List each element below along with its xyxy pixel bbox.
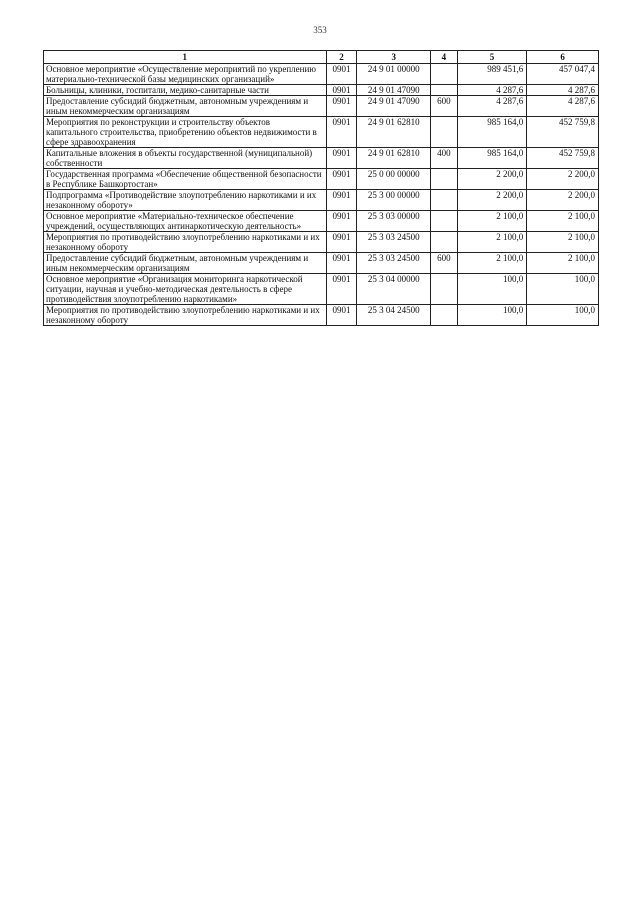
- row-name-cell: Подпрограмма «Противодействие злоупотреблению наркотиками и их незаконному обороту»: [44, 190, 327, 211]
- row-expense-type-cell: [431, 169, 458, 190]
- row-section-cell: 0901: [326, 96, 357, 117]
- row-target-code-cell: 24 9 01 62810: [357, 117, 431, 148]
- row-amount-1-cell: 989 451,6: [457, 64, 527, 85]
- row-amount-1-cell: 985 164,0: [457, 148, 527, 169]
- table-row: [44, 64, 599, 85]
- row-expense-type-cell: [431, 211, 458, 232]
- row-amount-2-cell: 452 759,8: [527, 148, 599, 169]
- row-expense-type-cell: [431, 274, 458, 305]
- row-amount-1-cell: 100,0: [457, 274, 527, 305]
- row-amount-1-cell: 2 200,0: [457, 169, 527, 190]
- row-section-cell: 0901: [326, 64, 357, 85]
- row-target-code-cell: 25 3 03 24500: [357, 232, 431, 253]
- row-target-code-cell: 24 9 01 00000: [357, 64, 431, 85]
- row-expense-type-cell: [431, 305, 458, 326]
- row-amount-2-cell: 2 100,0: [527, 232, 599, 253]
- table-row: [44, 85, 599, 96]
- row-amount-1-cell: 2 200,0: [457, 190, 527, 211]
- row-amount-1-cell: 985 164,0: [457, 117, 527, 148]
- row-expense-type-cell: 600: [431, 96, 458, 117]
- row-section-cell: 0901: [326, 117, 357, 148]
- row-target-code-cell: 24 9 01 47090: [357, 96, 431, 117]
- table-row: [44, 190, 599, 211]
- row-amount-1-cell: 2 100,0: [457, 253, 527, 274]
- header-col-4: 4: [431, 51, 458, 64]
- row-amount-2-cell: 100,0: [527, 305, 599, 326]
- row-section-cell: 0901: [326, 211, 357, 232]
- row-target-code-cell: 24 9 01 62810: [357, 148, 431, 169]
- row-amount-2-cell: 2 200,0: [527, 190, 599, 211]
- row-name-cell: Государственная программа «Обеспечение общественной безопасности в Республике Башкортостан»: [44, 169, 327, 190]
- row-name-cell: Основное мероприятие «Осуществление мероприятий по укреплению материально-технической базы медицинских организаций»: [44, 64, 327, 85]
- row-amount-1-cell: 4 287,6: [457, 96, 527, 117]
- row-name-cell: Больницы, клиники, госпитали, медико-санитарные части: [44, 85, 327, 96]
- row-section-cell: 0901: [326, 190, 357, 211]
- header-col-6: 6: [527, 51, 599, 64]
- row-expense-type-cell: [431, 64, 458, 85]
- table-body: [44, 64, 599, 326]
- table-row: [44, 169, 599, 190]
- header-col-1: 1: [44, 51, 327, 64]
- row-amount-1-cell: 100,0: [457, 305, 527, 326]
- table-row: [44, 211, 599, 232]
- row-expense-type-cell: 400: [431, 148, 458, 169]
- row-amount-1-cell: 2 100,0: [457, 211, 527, 232]
- row-amount-1-cell: 4 287,6: [457, 85, 527, 96]
- row-target-code-cell: 25 3 03 24500: [357, 253, 431, 274]
- row-target-code-cell: 24 9 01 47090: [357, 85, 431, 96]
- row-amount-2-cell: 2 100,0: [527, 253, 599, 274]
- row-expense-type-cell: [431, 117, 458, 148]
- row-expense-type-cell: [431, 232, 458, 253]
- header-col-2: 2: [326, 51, 357, 64]
- row-name-cell: Мероприятия по противодействию злоупотреблению наркотиками и их незаконному обороту: [44, 232, 327, 253]
- row-expense-type-cell: [431, 85, 458, 96]
- table-row: [44, 305, 599, 326]
- row-amount-2-cell: 452 759,8: [527, 117, 599, 148]
- row-target-code-cell: 25 0 00 00000: [357, 169, 431, 190]
- row-name-cell: Предоставление субсидий бюджетным, автономным учреждениям и иным некоммерческим организациям: [44, 96, 327, 117]
- row-amount-2-cell: 2 200,0: [527, 169, 599, 190]
- row-section-cell: 0901: [326, 85, 357, 96]
- row-section-cell: 0901: [326, 305, 357, 326]
- table-row: [44, 117, 599, 148]
- row-section-cell: 0901: [326, 232, 357, 253]
- row-name-cell: Основное мероприятие «Материально-техническое обеспечение учреждений, осуществляющих антинаркотическую деятельность»: [44, 211, 327, 232]
- table-row: [44, 96, 599, 117]
- budget-table: [43, 50, 599, 326]
- row-section-cell: 0901: [326, 169, 357, 190]
- row-target-code-cell: 25 3 03 00000: [357, 211, 431, 232]
- page-number: 353: [313, 25, 327, 35]
- row-target-code-cell: 25 3 04 24500: [357, 305, 431, 326]
- table-header-row: [44, 51, 599, 64]
- header-col-3: 3: [357, 51, 431, 64]
- row-amount-2-cell: 4 287,6: [527, 85, 599, 96]
- table-row: [44, 253, 599, 274]
- row-section-cell: 0901: [326, 148, 357, 169]
- row-name-cell: Капитальные вложения в объекты государственной (муниципальной) собственности: [44, 148, 327, 169]
- row-target-code-cell: 25 3 00 00000: [357, 190, 431, 211]
- row-amount-2-cell: 457 047,4: [527, 64, 599, 85]
- row-name-cell: Мероприятия по противодействию злоупотреблению наркотиками и их незаконному обороту: [44, 305, 327, 326]
- row-name-cell: Предоставление субсидий бюджетным, автономным учреждениям и иным некоммерческим организациям: [44, 253, 327, 274]
- table-row: [44, 232, 599, 253]
- table-row: [44, 274, 599, 305]
- row-section-cell: 0901: [326, 274, 357, 305]
- row-expense-type-cell: [431, 190, 458, 211]
- header-col-5: 5: [457, 51, 527, 64]
- row-amount-2-cell: 100,0: [527, 274, 599, 305]
- row-expense-type-cell: 600: [431, 253, 458, 274]
- table-row: [44, 148, 599, 169]
- row-amount-2-cell: 4 287,6: [527, 96, 599, 117]
- row-name-cell: Мероприятия по реконструкции и строительству объектов капитального строительства, приобретению объектов недвижимости в сфере здравоохранения: [44, 117, 327, 148]
- row-amount-1-cell: 2 100,0: [457, 232, 527, 253]
- row-section-cell: 0901: [326, 253, 357, 274]
- row-amount-2-cell: 2 100,0: [527, 211, 599, 232]
- row-target-code-cell: 25 3 04 00000: [357, 274, 431, 305]
- row-name-cell: Основное мероприятие «Организация мониторинга наркотической ситуации, научная и учебно-методическая деятельность в сфере противодействия злоупотреблению наркотиками»: [44, 274, 327, 305]
